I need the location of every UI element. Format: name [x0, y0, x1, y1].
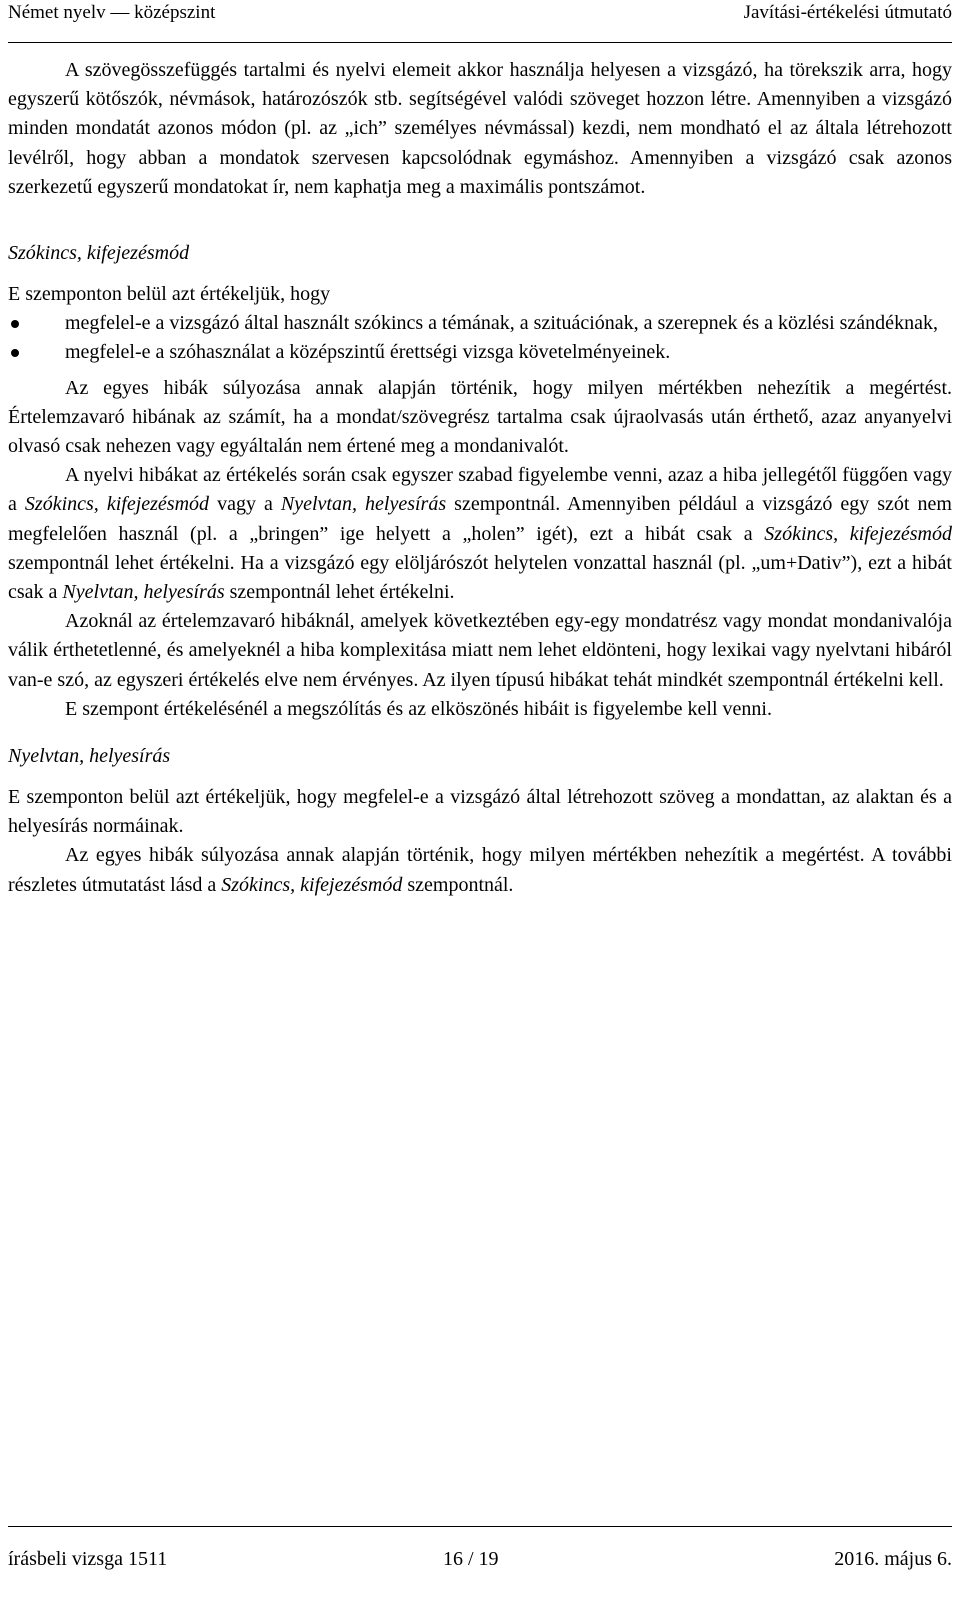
- italic-reference: Szókincs, kifejezésmód: [24, 493, 210, 516]
- szokincs-paragraph-3: Azoknál az értelemzavaró hibáknál, amelyek következtében egy-egy mondatrész vagy mondat mondanivalója válik érthetetlenné, és amelyeknél a hiba komplexitása miatt nem lehet eldönteni, hogy lexikai vagy nyelvtani hibáról van-e szó, az egyszeri értékelés elve nem érvényes. Az ilyen típusú hibákat tehát mindkét szempontnál értékelni kell.: [8, 610, 952, 691]
- page-content: [8, 56, 952, 900]
- intro-paragraph: A szövegösszefüggés tartalmi és nyelvi elemeit akkor használja helyesen a vizsgázó, ha törekszik arra, hogy egyszerű kötőszók, névmások, határozószók stb. segítségével valódi szöveget hozzon létre. Amennyiben a vizsgázó minden mondatát azonos módon (pl. az „ich” személyes névmással) kezdi, nem mondható el az általa létrehozott levélről, hogy abban a mondatok szervesen kapcsolódnak egymáshoz. Amennyiben a vizsgázó csak azonos szerkezetű egyszerű mondatokat ír, nem kaphatja meg a maximális pontszámot.: [8, 59, 952, 198]
- list-item: [8, 309, 952, 338]
- bullet-text: megfelel-e a szóhasználat a középszintű érettségi vizsga követelményeinek.: [65, 341, 671, 364]
- bullet-icon: [11, 349, 19, 357]
- section-title-szokincs: Szókincs, kifejezésmód: [8, 242, 190, 265]
- text-run: szempontnál lehet értékelni. Ha a vizsgázó egy elöljárószót helytelen vonzattal használ (pl. „um+Dativ”), ezt a hibát csak a: [8, 551, 952, 604]
- szokincs-paragraph-4: E szempont értékelésénél a megszólítás és az elköszönés hibáit is figyelembe kell venni.: [65, 697, 772, 720]
- szokincs-paragraph-1: Az egyes hibák súlyozása annak alapján történik, hogy milyen mértékben nehezítik a megértést. Értelemzavaró hibának az számít, ha a mondat/szövegrész tartalma csak újraolvasás után érthető, azaz anyanyelvi olvasó csak nehezen vagy egyáltalán nem értené meg a mondanivalót.: [8, 376, 952, 458]
- nyelvtan-paragraph-1: E szemponton belül azt értékeljük, hogy megfelel-e a vizsgázó által létrehozott szöveg a mondattan, az alaktan és a helyesírás normáinak.: [8, 786, 952, 838]
- szokincs-lead: E szemponton belül azt értékeljük, hogy: [8, 283, 331, 306]
- italic-reference: Nyelvtan, helyesírás: [62, 581, 225, 604]
- bullet-text: megfelel-e a vizsgázó által használt szókincs a témának, a szituációnak, a szerepnek és a közlési szándéknak,: [65, 312, 938, 335]
- list-item: [8, 338, 952, 367]
- text-run: Az egyes hibák súlyozása annak alapján történik, hogy milyen mértékben nehezítik a megértést. A további részletes útmutatást lásd a: [8, 844, 952, 896]
- italic-reference: Nyelvtan, helyesírás: [280, 493, 447, 516]
- header-subject: Német nyelv — középszint: [8, 2, 216, 23]
- footer-page-number: 16 / 19: [443, 1548, 499, 1570]
- footer-date: 2016. május 6.: [834, 1548, 952, 1570]
- bullet-icon: [11, 320, 19, 328]
- page-footer: [8, 1526, 952, 1577]
- szokincs-bullet-list: [8, 309, 952, 367]
- section-title-nyelvtan: Nyelvtan, helyesírás: [8, 745, 171, 768]
- italic-reference: Szókincs, kifejezésmód: [221, 873, 403, 896]
- text-run: szempontnál.: [402, 873, 514, 896]
- szokincs-paragraph-2: [8, 461, 952, 607]
- footer-exam-code: írásbeli vizsga 1511: [8, 1548, 168, 1570]
- text-run: szempontnál lehet értékelni.: [224, 581, 455, 604]
- text-run: A nyelvi hibákat az értékelés során csak egyszer szabad figyelembe venni, azaz a hiba jellegétől függően vagy a: [8, 464, 952, 516]
- document-page: [8, 0, 952, 1603]
- text-run: szempontnál. Amennyiben például a vizsgázó egy szót nem megfelelően használ (pl. a „bringen” ige helyett a „holen” igét), ezt a hibát csak a: [8, 493, 952, 545]
- nyelvtan-paragraph-2: [8, 841, 952, 899]
- text-run: vagy a: [209, 493, 281, 516]
- page-header: [8, 0, 952, 43]
- header-doc-type: Javítási-értékelési útmutató: [743, 2, 952, 23]
- italic-reference: Szókincs, kifejezésmód: [764, 522, 952, 545]
